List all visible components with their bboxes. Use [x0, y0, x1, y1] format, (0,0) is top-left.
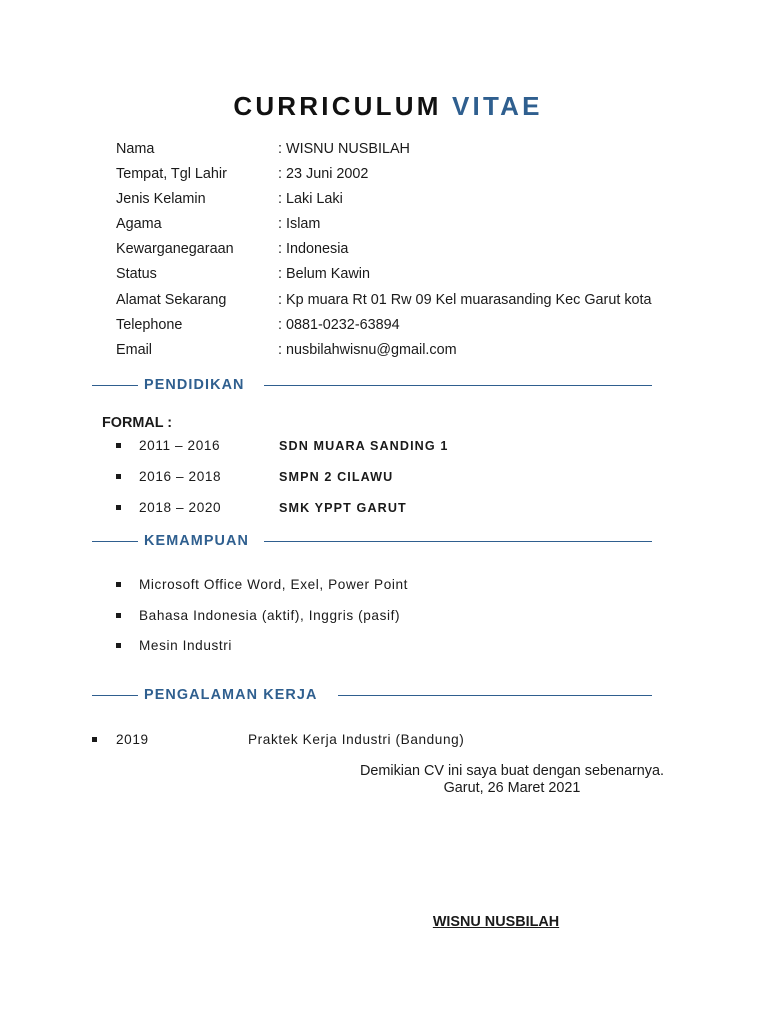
section-heading-label: PENDIDIKAN [144, 377, 245, 393]
info-value: : nusbilahwisnu@gmail.com [278, 342, 457, 358]
education-school: SMPN 2 CILAWU [279, 470, 394, 484]
bullet-square-icon [116, 474, 121, 479]
info-value: : Laki Laki [278, 191, 343, 207]
education-school: SMK YPPT GARUT [279, 501, 407, 515]
heading-rule-right [264, 541, 652, 542]
closing-statement: Demikian CV ini saya buat dengan sebenarnya. [360, 763, 664, 779]
info-row-birth [0, 163, 768, 185]
info-value: : 23 Juni 2002 [278, 166, 369, 182]
skill-item: Microsoft Office Word, Exel, Power Point [139, 577, 409, 592]
education-years: 2018 – 2020 [139, 500, 222, 515]
info-label: Telephone [116, 317, 183, 333]
section-heading-pendidikan [92, 374, 652, 396]
info-label: Tempat, Tgl Lahir [116, 166, 227, 182]
skill-item: Mesin Industri [139, 638, 233, 653]
bullet-square-icon [116, 505, 121, 510]
heading-rule-right [264, 385, 652, 386]
info-label: Nama [116, 141, 155, 157]
info-row-status [0, 263, 768, 285]
heading-rule-left [92, 541, 138, 542]
info-row-email [0, 339, 768, 361]
section-heading-label: KEMAMPUAN [144, 533, 250, 549]
info-value: : Indonesia [278, 241, 349, 257]
education-years: 2016 – 2018 [139, 469, 222, 484]
education-school: SDN MUARA SANDING 1 [279, 439, 449, 453]
info-label: Jenis Kelamin [116, 191, 206, 207]
info-value: : WISNU NUSBILAH [278, 141, 410, 157]
education-years: 2011 – 2016 [139, 438, 221, 453]
info-label: Agama [116, 216, 162, 232]
experience-description: Praktek Kerja Industri (Bandung) [248, 732, 465, 747]
experience-year: 2019 [116, 732, 149, 747]
info-row-nama [0, 138, 768, 160]
document-title [0, 88, 768, 124]
info-value: : Kp muara Rt 01 Rw 09 Kel muarasanding Kec Garut kota [278, 292, 652, 308]
formal-label: FORMAL : [102, 415, 173, 431]
info-label: Alamat Sekarang [116, 292, 227, 308]
bullet-square-icon [116, 643, 121, 648]
bullet-square-icon [92, 737, 97, 742]
bullet-square-icon [116, 443, 121, 448]
info-value: : 0881-0232-63894 [278, 317, 400, 333]
section-heading-label: PENGALAMAN KERJA [144, 687, 318, 703]
signature-name-text: WISNU NUSBILAH [432, 914, 560, 930]
title-word-vitae: VITAE [452, 91, 543, 121]
info-label: Status [116, 266, 157, 282]
signature-name [300, 912, 692, 932]
info-value: : Belum Kawin [278, 266, 370, 282]
info-value: : Islam [278, 216, 321, 232]
info-row-gender [0, 188, 768, 210]
heading-rule-right [338, 695, 652, 696]
heading-rule-left [92, 695, 138, 696]
bullet-square-icon [116, 613, 121, 618]
info-label: Email [116, 342, 152, 358]
closing-place-date: Garut, 26 Maret 2021 [443, 780, 581, 796]
info-row-religion [0, 213, 768, 235]
info-row-address [0, 289, 768, 311]
heading-rule-left [92, 385, 138, 386]
section-heading-pengalaman-kerja [92, 684, 652, 706]
bullet-square-icon [116, 582, 121, 587]
section-heading-kemampuan [92, 530, 652, 552]
title-word-curriculum: CURRICULUM [233, 91, 442, 121]
info-row-telephone [0, 314, 768, 336]
info-label: Kewarganegaraan [116, 241, 234, 257]
skill-item: Bahasa Indonesia (aktif), Inggris (pasif) [139, 608, 401, 623]
info-row-nationality [0, 238, 768, 260]
